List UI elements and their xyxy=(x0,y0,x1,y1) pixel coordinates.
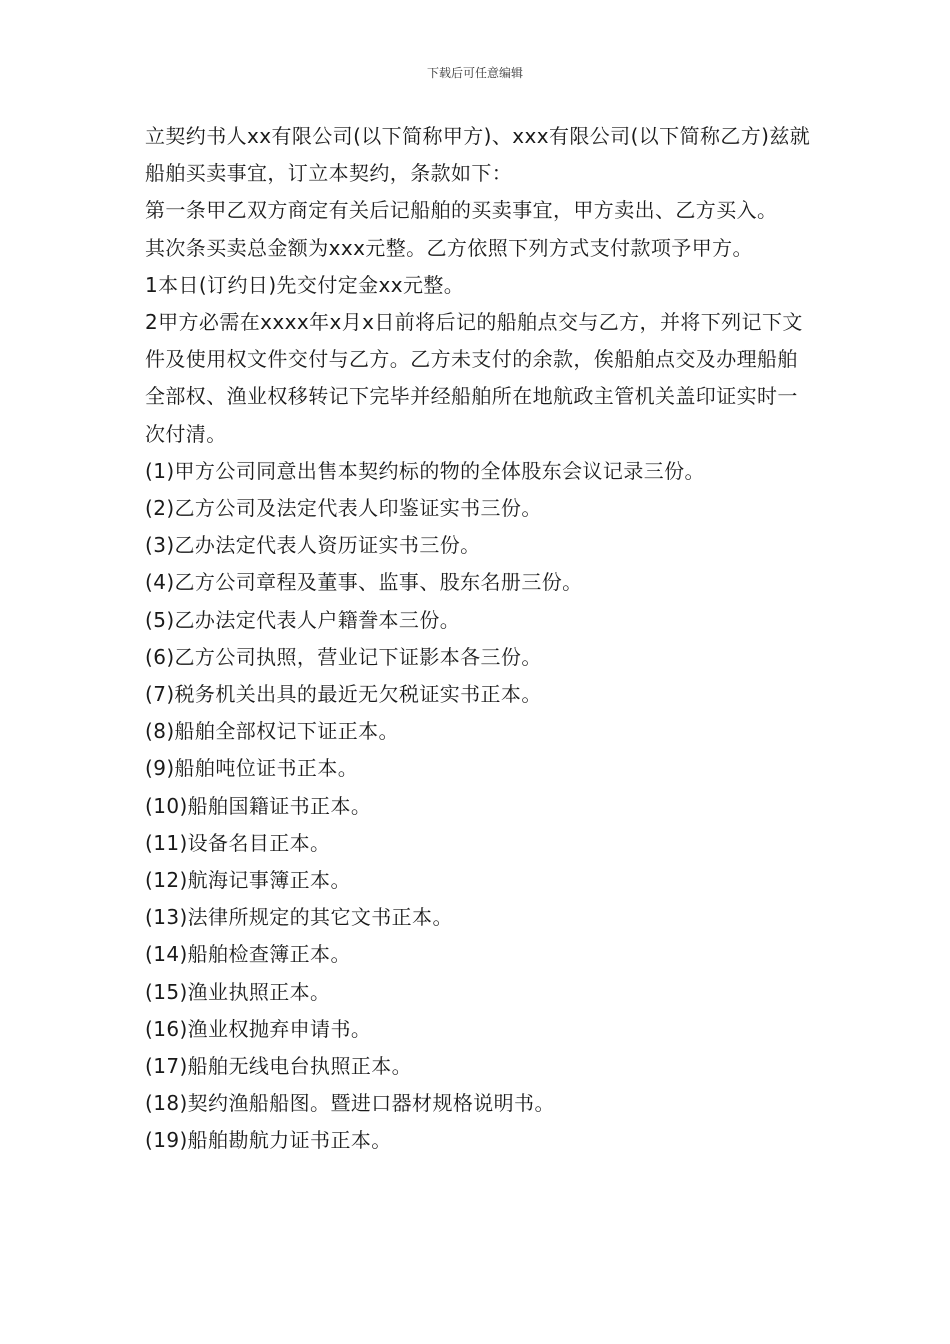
page-header: 下载后可任意编辑 xyxy=(426,66,523,80)
list-item: (6)乙方公司执照，营业记下证影本各三份。 xyxy=(145,644,542,669)
list-item: (10)船舶国籍证书正本。 xyxy=(145,793,372,818)
paragraph-intro: 立契约书人xx有限公司(以下简称甲方)、xxx有限公司(以下简称乙方)兹就船舶买卖事宜，订立本契约，条款如下： xyxy=(145,124,811,186)
list-item: (8)船舶全部权记下证正本。 xyxy=(145,719,399,744)
document-body xyxy=(145,118,817,1160)
list-item: (19)船舶勘航力证书正本。 xyxy=(145,1128,392,1153)
paragraph-clause-1: 1本日(订约日)先交付定金xx元整。 xyxy=(145,272,465,297)
list-item: (4)乙方公司章程及董事、监事、股东名册三份。 xyxy=(145,570,583,595)
paragraph-article-1: 第一条甲乙双方商定有关后记船舶的买卖事宜，甲方卖出、乙方买入。 xyxy=(145,198,778,223)
paragraph-clause-2: 2甲方必需在xxxx年x月x日前将后记的船舶点交与乙方，并将下列记下文件及使用权文件交付与乙方。乙方未支付的余款，俟船舶点交及办理船舶全部权、渔业权移转记下完毕并经船舶所在地航政主管机关盖印证实时一次付清。 xyxy=(145,310,803,446)
list-item: (18)契约渔船船图。暨进口器材规格说明书。 xyxy=(145,1091,555,1116)
list-item: (17)船舶无线电台执照正本。 xyxy=(145,1054,413,1079)
list-item: (5)乙办法定代表人户籍誊本三份。 xyxy=(145,607,461,632)
list-item: (2)乙方公司及法定代表人印鉴证实书三份。 xyxy=(145,496,542,521)
list-item: (7)税务机关出具的最近无欠税证实书正本。 xyxy=(145,682,542,707)
list-item: (1)甲方公司同意出售本契约标的物的全体股东会议记录三份。 xyxy=(145,458,705,483)
list-item: (12)航海记事簿正本。 xyxy=(145,868,351,893)
list-item: (3)乙办法定代表人资历证实书三份。 xyxy=(145,533,481,558)
list-item: (16)渔业权抛弃申请书。 xyxy=(145,1016,372,1041)
list-item: (9)船舶吨位证书正本。 xyxy=(145,756,359,781)
list-item: (14)船舶检查簿正本。 xyxy=(145,942,351,967)
list-item: (15)渔业执照正本。 xyxy=(145,979,331,1004)
list-item: (13)法律所规定的其它文书正本。 xyxy=(145,905,453,930)
paragraph-article-2: 其次条买卖总金额为xxx元整。乙方依照下列方式支付款项予甲方。 xyxy=(145,235,753,260)
list-item: (11)设备名目正本。 xyxy=(145,830,331,855)
